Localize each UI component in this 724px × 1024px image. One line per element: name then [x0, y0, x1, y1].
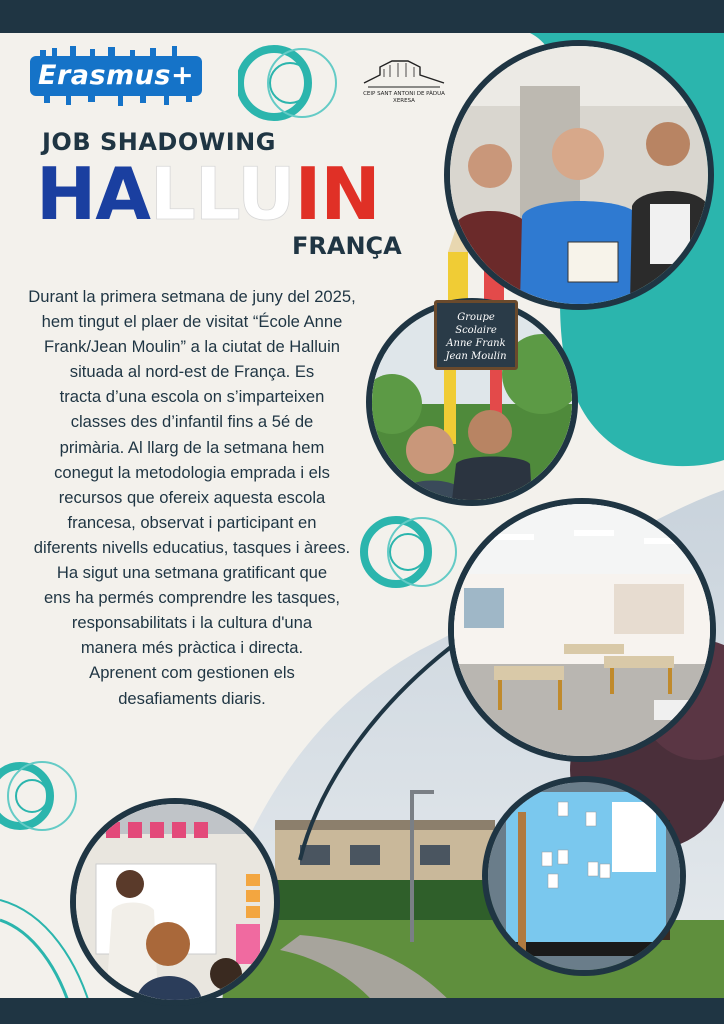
classroom-photo: [448, 498, 716, 762]
teal-rings-icon: [238, 44, 342, 122]
description-line: diferents nivells educatius, tasques i àrees.: [33, 537, 351, 557]
description-line: Ha sigut una setmana gratificant que: [56, 563, 328, 583]
school-name-line2: XERESA: [393, 98, 415, 104]
description-line: francesa, observat i participant en: [67, 512, 317, 532]
lamp-post: [410, 792, 414, 942]
erasmus-logo-text: Erasmus+: [38, 60, 195, 91]
description-line: manera més pràctica i directa.: [80, 638, 304, 658]
description-line: hem tingut el plaer de visitat “École Anne: [41, 312, 343, 332]
description-text: [8, 284, 376, 711]
city-title-blue: HA: [36, 152, 150, 236]
whiteboard-photo: [482, 776, 686, 976]
city-title: [36, 152, 380, 236]
description-line: primària. Al llarg de la setmana hem: [59, 437, 325, 457]
country-title: FRANÇA: [292, 232, 402, 260]
class-photo: [70, 798, 280, 1006]
group-photo: [444, 40, 714, 310]
bottom-bar: [0, 998, 724, 1024]
description-line: Aprenent com gestionen els: [89, 663, 295, 683]
top-bar: [0, 0, 724, 33]
teal-rings-icon-middle: [356, 512, 460, 592]
description-line: ens ha permés comprendre les tasques,: [43, 588, 341, 608]
school-logo-icon: [358, 55, 450, 115]
description-line: desafiaments diaris.: [118, 688, 266, 708]
school-sign-line1: Groupe Scolaire: [455, 312, 497, 336]
school-name: [352, 91, 456, 105]
description-line: tracta d’una escola on s’imparteixen: [59, 387, 325, 407]
teal-rings-icon-left: [0, 756, 80, 836]
school-sign-board: [434, 300, 518, 370]
description-line: situada al nord-est de França. Es: [69, 362, 315, 382]
description-line: responsabilitats i la cultura d'una: [71, 613, 313, 633]
school-sign-line2: Anne Frank: [446, 338, 506, 349]
description-line: conegut la metodologia emprada i els: [54, 462, 330, 482]
city-title-white: LLU: [149, 152, 295, 236]
school-name-line1: CEIP SANT ANTONI DE PÀDUA: [363, 91, 445, 97]
description-line: recursos que ofereix aquesta escola: [58, 487, 326, 507]
school-sign-line3: Jean Moulin: [445, 351, 507, 362]
subtitle: JOB SHADOWING: [42, 128, 276, 156]
description-line: Durant la primera setmana de juny del 2025,: [28, 287, 356, 306]
city-title-red: IN: [294, 152, 380, 236]
description-line: classes des d’infantil fins a 5é de: [70, 412, 314, 432]
description-line: Frank/Jean Moulin” a la ciutat de Halluin: [43, 337, 341, 357]
